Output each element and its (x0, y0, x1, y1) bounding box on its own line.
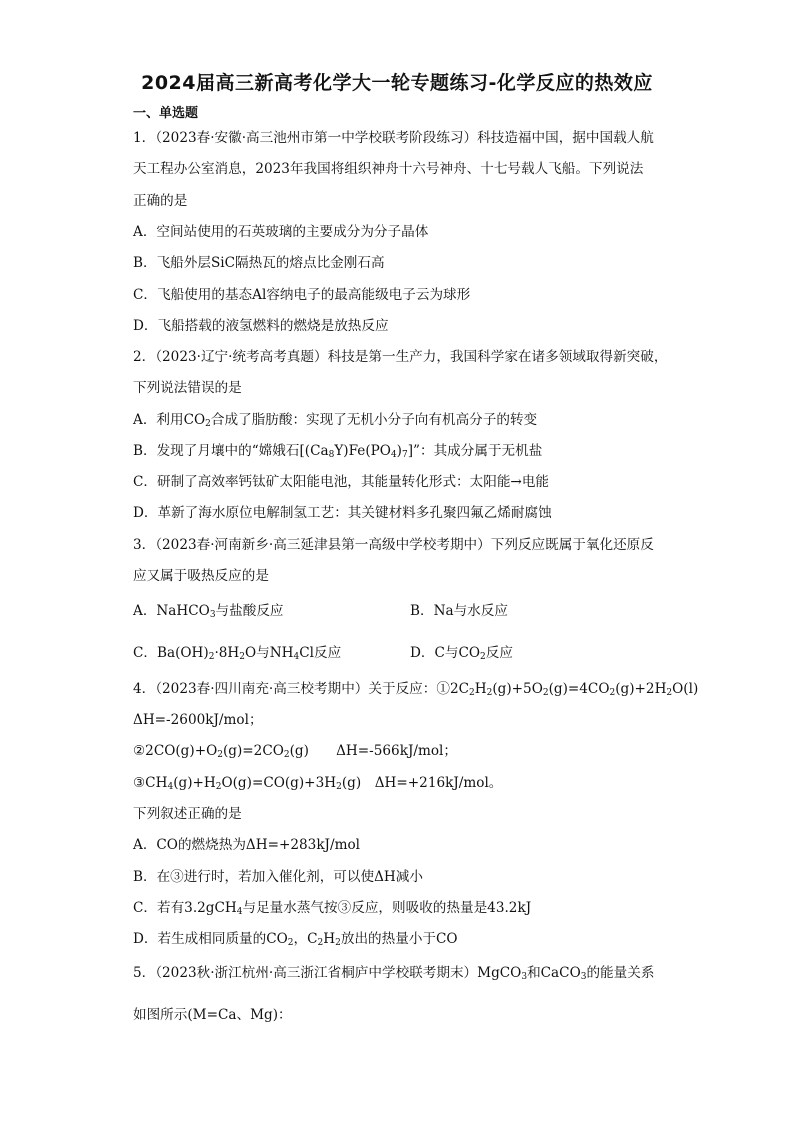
q3-option-d: D．C与$CO_2$反应 (410, 645, 513, 662)
q1-stem-line1: 1．（2023春·安徽·高三池州市第一中学校联考阶段练习）科技造福中国，据中国载人航 (133, 130, 654, 146)
q4-stem-line1: 4．（2023春·四川南充·高三校考期中）关于反应：$①2C_2H_2(g)+5O_2(g)=4CO_2(g)+2H_2O(l)$ (133, 681, 699, 698)
q1-option-a: A．空间站使用的石英玻璃的主要成分为分子晶体 (133, 224, 429, 240)
document-title: 2024届高三新高考化学大一轮专题练习-化学反应的热效应 (141, 72, 653, 94)
q4-option-b: B．在③进行时，若加入催化剂，可以使ΔH减小 (133, 869, 423, 885)
q2-option-a: A．利用$CO_2$合成了脂肪酸：实现了无机小分子向有机高分子的转变 (133, 412, 538, 429)
q3-option-a: A．NaHCO$_3$与盐酸反应 (133, 603, 284, 620)
q5-stem-line2: 如图所示(M=Ca、Mg)： (133, 1007, 292, 1023)
q1-stem-line2: 天工程办公室消息，2023年我国将组织神舟十六号神舟、十七号载人飞船。下列说法 (133, 161, 644, 177)
q3-stem-line1: 3．（2023春·河南新乡·高三延津县第一高级中学校考期中）下列反应既属于氧化还原反 (133, 537, 654, 553)
q3-option-c: C．$Ba(OH)_2\cdot 8H_2O$与$NH_4Cl$反应 (133, 645, 342, 662)
q2-option-c: C．研制了高效率钙钛矿太阳能电池，其能量转化形式：太阳能→电能 (133, 474, 550, 490)
q2-option-b: B．发现了月壤中的“嫦娥石$[(Ca_8Y)Fe(PO_4)_7]$”：其成分属于无机盐 (133, 443, 543, 460)
q4-option-a: A．CO的燃烧热为ΔH=+283kJ/mol (133, 837, 361, 853)
q4-reaction-2: $②2CO(g)+O_2(g)=2CO_2(g)$ ΔH=-566kJ/mol； (133, 743, 457, 760)
q4-ask: 下列叙述正确的是 (133, 806, 242, 822)
q1-option-d: D．飞船搭载的液氢燃料的燃烧是放热反应 (133, 318, 389, 334)
q3-option-b: B．Na与水反应 (410, 603, 508, 619)
q4-option-d: D．若生成相同质量的$CO_2$，$C_2H_2$放出的热量小于CO (133, 931, 458, 948)
q5-stem-line1: 5．（2023秋·浙江杭州·高三浙江省桐庐中学校联考期末）MgCO$_3$和CaCO$_3$的能量关系 (133, 965, 655, 982)
q3-stem-line2: 应又属于吸热反应的是 (133, 568, 269, 584)
q2-stem-line1: 2．（2023·辽宁·统考高考真题）科技是第一生产力，我国科学家在诸多领域取得新突破， (133, 349, 668, 365)
q4-reaction-3: $③CH_4(g)+H_2O(g)=CO(g)+3H_2(g)$ ΔH=+216kJ/mol。 (133, 775, 503, 792)
section-heading: 一、单选题 (133, 106, 199, 121)
q4-option-c: C．若有3.2gCH$_4$与足量水蒸气按③反应，则吸收的热量是43.2kJ (133, 900, 532, 917)
q2-stem-line2: 下列说法错误的是 (133, 380, 242, 396)
q4-stem-line2: ΔH=-2600kJ/mol； (133, 712, 263, 728)
q1-stem-line3: 正确的是 (133, 193, 188, 209)
q2-option-d: D．革新了海水原位电解制氢工艺：其关键材料多孔聚四氟乙烯耐腐蚀 (133, 505, 552, 521)
q1-option-c: C．飞船使用的基态Al容纳电子的最高能级电子云为球形 (133, 287, 471, 303)
q1-option-b: B．飞船外层SiC隔热瓦的熔点比金刚石高 (133, 255, 385, 271)
